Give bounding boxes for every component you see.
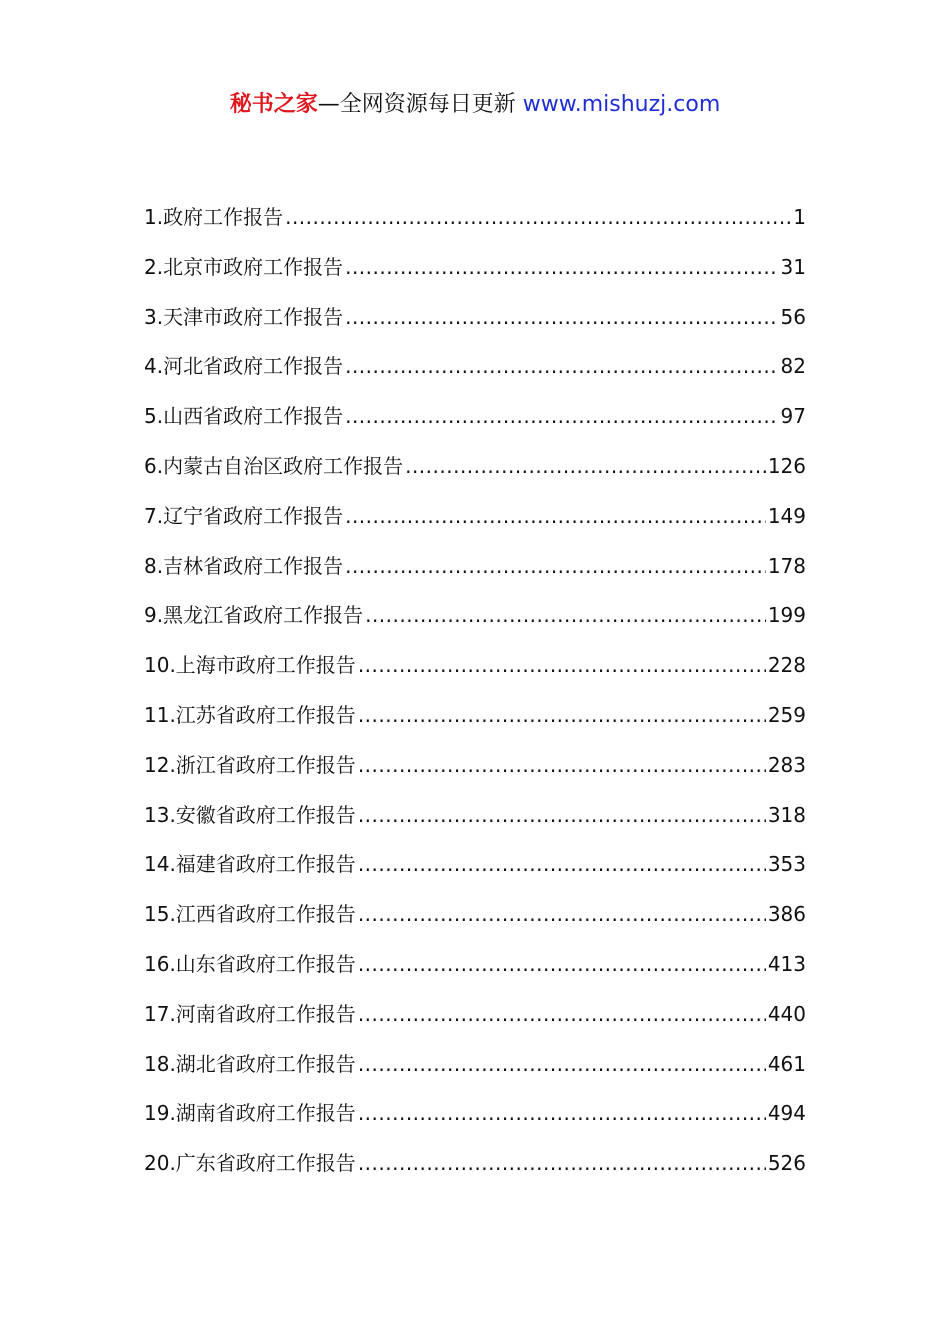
table-of-contents: [144, 197, 806, 1193]
toc-entry-title: 10.上海市政府工作报告: [144, 653, 356, 678]
toc-entry[interactable]: [144, 944, 806, 994]
toc-entry[interactable]: [144, 1093, 806, 1143]
toc-dot-leader: [358, 1143, 766, 1183]
toc-entry-title: 8.吉林省政府工作报告: [144, 553, 344, 578]
toc-page-number: 31: [780, 254, 806, 279]
toc-entry[interactable]: [144, 745, 806, 795]
toc-entry[interactable]: [144, 197, 806, 247]
toc-entry-title: 20.广东省政府工作报告: [144, 1151, 356, 1176]
toc-entry[interactable]: [144, 446, 806, 496]
toc-entry[interactable]: [144, 297, 806, 347]
toc-entry[interactable]: [144, 1044, 806, 1094]
toc-dot-leader: [358, 944, 766, 984]
toc-dot-leader: [345, 496, 766, 536]
toc-dot-leader: [358, 695, 766, 735]
toc-page-number: 97: [780, 404, 806, 429]
toc-dot-leader: [358, 844, 766, 884]
toc-entry-title: 19.湖南省政府工作报告: [144, 1101, 356, 1126]
toc-page-number: 318: [767, 802, 806, 827]
toc-entry[interactable]: [144, 844, 806, 894]
toc-entry-title: 12.浙江省政府工作报告: [144, 752, 356, 777]
toc-entry-title: 7.辽宁省政府工作报告: [144, 503, 344, 528]
toc-entry-title: 6.内蒙古自治区政府工作报告: [144, 453, 404, 478]
toc-page-number: 440: [767, 1001, 806, 1026]
toc-dot-leader: [345, 546, 766, 586]
toc-page-number: 386: [767, 902, 806, 927]
toc-dot-leader: [358, 1093, 766, 1133]
toc-entry-title: 5.山西省政府工作报告: [144, 404, 344, 429]
toc-entry-title: 16.山东省政府工作报告: [144, 951, 356, 976]
toc-entry[interactable]: [144, 1143, 806, 1193]
toc-entry-title: 14.福建省政府工作报告: [144, 852, 356, 877]
toc-page-number: 283: [767, 752, 806, 777]
toc-page-number: 353: [767, 852, 806, 877]
toc-entry[interactable]: [144, 994, 806, 1044]
toc-dot-leader: [405, 446, 766, 486]
toc-page-number: 413: [767, 951, 806, 976]
toc-entry-title: 3.天津市政府工作报告: [144, 304, 344, 329]
toc-dot-leader: [345, 297, 778, 337]
toc-dot-leader: [358, 894, 766, 934]
toc-dot-leader: [345, 346, 778, 386]
toc-entry[interactable]: [144, 346, 806, 396]
brand-name: 秘书之家: [229, 92, 318, 117]
toc-entry-title: 13.安徽省政府工作报告: [144, 802, 356, 827]
toc-dot-leader: [345, 247, 778, 287]
toc-page-number: 1: [793, 205, 806, 229]
toc-entry[interactable]: [144, 695, 806, 745]
site-url-link[interactable]: www.mishuzj.com: [522, 92, 721, 117]
toc-entry-title: 2.北京市政府工作报告: [144, 254, 344, 279]
toc-entry-title: 9.黑龙江省政府工作报告: [144, 603, 364, 628]
toc-dot-leader: [358, 1044, 766, 1084]
toc-entry-title: 18.湖北省政府工作报告: [144, 1051, 356, 1076]
toc-dot-leader: [358, 745, 766, 785]
toc-dot-leader: [358, 994, 766, 1034]
toc-page-number: 82: [780, 354, 806, 379]
toc-entry-title: 17.河南省政府工作报告: [144, 1001, 356, 1026]
toc-page-number: 126: [767, 453, 806, 478]
toc-dot-leader: [285, 197, 791, 237]
toc-page-number: 228: [767, 653, 806, 678]
toc-entry[interactable]: [144, 496, 806, 546]
toc-entry[interactable]: [144, 795, 806, 845]
toc-dot-leader: [358, 795, 766, 835]
toc-entry-title: 15.江西省政府工作报告: [144, 902, 356, 927]
toc-page-number: 461: [767, 1051, 806, 1076]
header-tagline: —全网资源每日更新: [317, 92, 523, 117]
page-header: [0, 88, 950, 122]
toc-entry[interactable]: [144, 595, 806, 645]
toc-page-number: 178: [767, 553, 806, 578]
toc-entry[interactable]: [144, 546, 806, 596]
toc-page-number: 526: [767, 1151, 806, 1176]
toc-page-number: 494: [767, 1101, 806, 1126]
toc-entry-title: 11.江苏省政府工作报告: [144, 702, 356, 727]
toc-entry[interactable]: [144, 645, 806, 695]
toc-page-number: 199: [767, 603, 806, 628]
toc-entry-title: 4.河北省政府工作报告: [144, 354, 344, 379]
toc-entry[interactable]: [144, 894, 806, 944]
toc-dot-leader: [345, 396, 778, 436]
toc-page-number: 56: [780, 304, 806, 329]
toc-dot-leader: [358, 645, 766, 685]
toc-dot-leader: [365, 595, 766, 635]
toc-entry[interactable]: [144, 396, 806, 446]
toc-entry-title: 1.政府工作报告: [144, 205, 284, 229]
toc-page-number: 149: [767, 503, 806, 528]
toc-entry[interactable]: [144, 247, 806, 297]
toc-page-number: 259: [767, 702, 806, 727]
